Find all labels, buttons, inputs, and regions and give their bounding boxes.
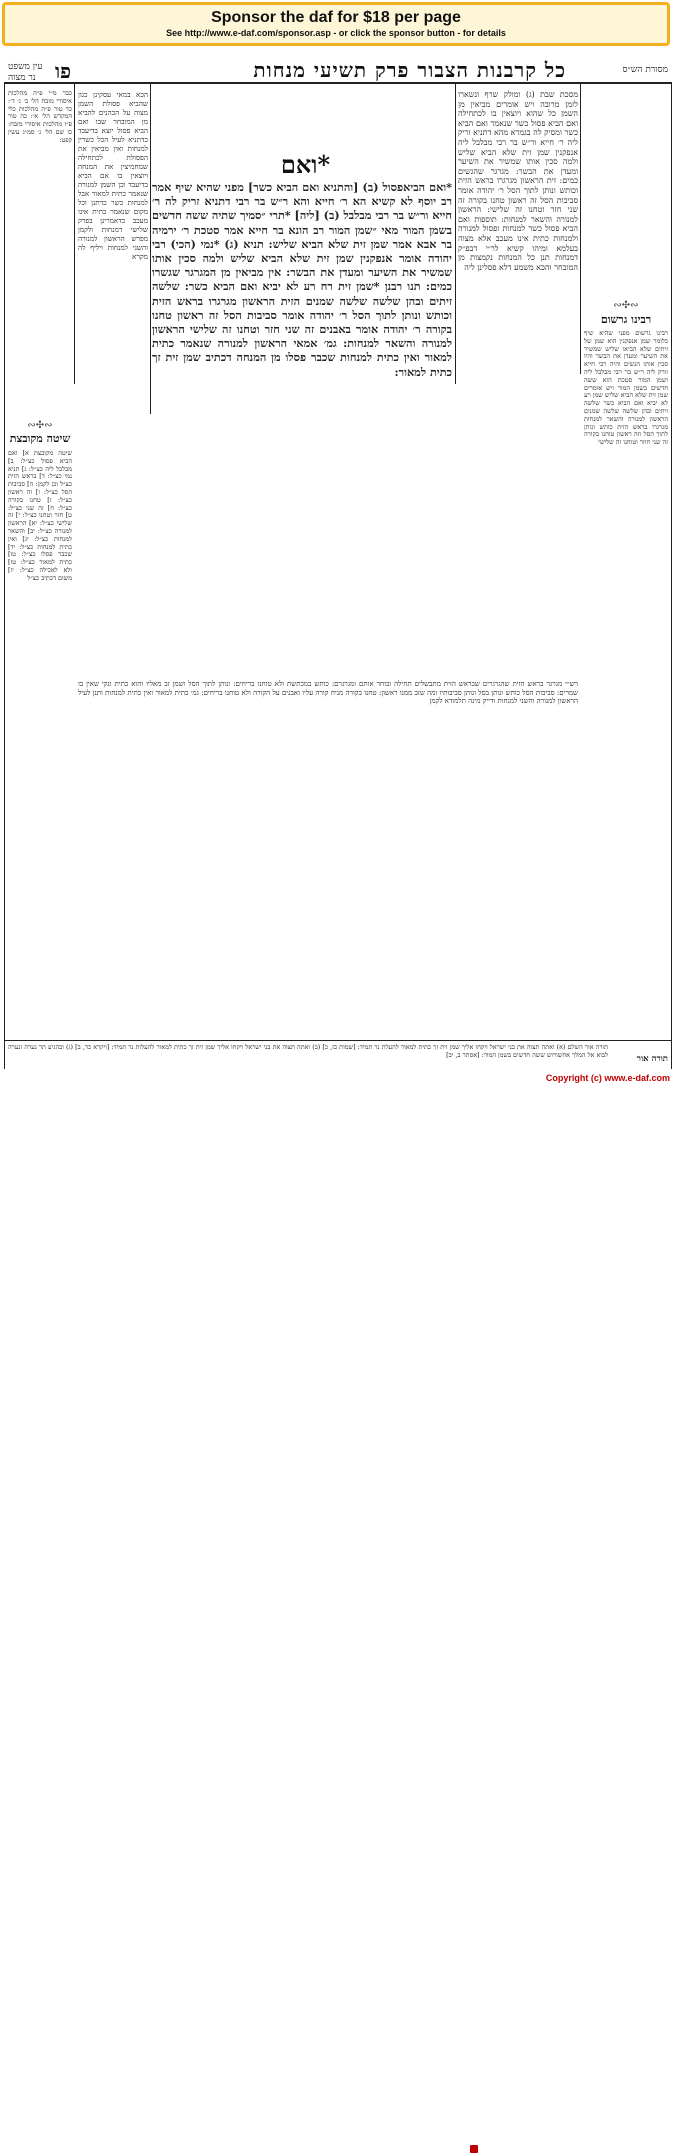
left-ornament: ∾✣∾	[27, 420, 53, 431]
right-margin-rule	[580, 84, 581, 374]
e-daf-logo-icon	[470, 2145, 478, 2153]
lower-commentary: רש״י מגרגר בראש הזית שהגרגרים שבראש הזית מתבשלים תחילה ובוחר אותם ומגרגרם: כותש במכתשת ולא טוחנו בריחים: ונותן לתוך הסל ושמן זב מאליו והוא כתית ונקי שאין בו שמרים: סביבות הסל כותש ונותן בסל ונותן סביבותיו ומה שזב ממנו ראשון: טחנו בקורה מניח קורה עליו ואבנים על הקורה ולא טוחנו בריחים: גמ׳ כתית למאור ואין כתית למנחות ותנן לעיל הראשון למנורה והשני למנחות ודייק מינה תלמודא לקמן	[78, 680, 578, 706]
masoret-hashas-header: מסורת הש״ס	[622, 65, 668, 75]
running-title: כל קרבנות הצבור פרק תשיעי מנחות	[253, 58, 566, 82]
left-margin-rule	[74, 84, 75, 384]
masoret-column	[584, 90, 668, 290]
footer	[0, 1070, 676, 1089]
ein-mishpat-header: עין משפט נר מצוה	[8, 62, 43, 83]
copyright-link[interactable]: Copyright (c) www.e-daf.com	[545, 1073, 670, 1083]
bottom-notes-rule	[4, 1040, 672, 1041]
tosafot-column: הכא במאי עסקינן כגון שהביא פסולת השמן מצוה על הכהנים להביא מן המובחר שבו ואם הביא פסול יוצא בדיעבד כדתניא לעיל הכל כשרין למנחות ואין מביאין את הפסולת לכתחילה שמחמיצין את המנחה ויוצאין בו אם הביא בדיעבד וכן השמן למנורה שנאמר כתית למאור אבל למנחות כשר כדתנן וכל מקום שנאמר כתית אינו מעכב כדאמרינן בפרק שלישי דמנחות ולקמן מפרש הראשון למנורה והשני למנחות ויליף לה מקרא	[78, 90, 148, 261]
rashi-column: מסכת שבת (ג) ומולק שרף ונשארו לזמן מרובה ויש אומרים מביאין מן השמן כל שהוא ויוצאין בו לכתחילה ואם הביא פסול כשר שנאמר ואם הביא כשר ומסיק לה בגמרא מהא דתניא זריק ליה ר׳ חייא ור״ש בר רבי מבלבל ליה אנפקנין שמן זית שלא הביא שליש ולמה סכין אותו שמשיר את השיער ומעדן את הבשר: מגרגר שהגשים כמים: זית הראשון מגרגרו בראש הזית וכותש ונותן לתוך הסל ר׳ יהודה אומר סביבות הסל זה ראשון טחנו בקורה זה שני חזר וטחנו זה שלישי: הראשון למנורה והשאר למנחות: תוספות ואם הביא פסול כשר למנחות ופסול למנורה ולמנחות כתית אינו מעכב אלא מצוה בעלמא ומיהו קשיא לר״י דבפ״ק דמנחות תנן כל המנחות נקמצות מן המובחר והכא משמע דלא פסלינן ליה	[458, 90, 578, 272]
outer-right-rule	[671, 84, 672, 1069]
gemara-text: *ואם הביאפסול (ב) [והתניא ואם הביא כשר] מפני שהיא שיף אמר רב יוסף לא קשיא הא ר׳ חייא והא ר״ש בר רבי דתניא זריק לה ר׳ חייא ור״ש בר רבי מבלבל (ב) [ליה] *תרי ״סמיך שתיה ששה חדשים בשמן המור מאי ״שמן המור רב הונא בר חייא אמר סטכת ר׳ ירמיה בר אבא אמר שמן זית שלא הביא שליש: תניא (ג) *נמי (הכי) רבי יהודה אומר אנפקנין שמן זית שלא הביא שליש ולמה סכין אותו שמשיר את השיער ומעדן את הבשר: אין מביאין מן המגרגר שגשרו כמים: תנו רבנן *שמן זית רח רע לא יביא ואם הביא כשר: שלשה זיתים ובהן שלשה שלשה שמנים הזית הראשון מגרגרו בראש הזית וכותש ונותן לתוך הסל ר׳ יהודה אומר סביבות הסל זה ראשון טחנו בקורה ר׳ יהודה אומר באבנים זה שני חזר וטחנו זה שלישי הראשון למנורה והשאר למנחות: גמ׳ אמאי הראשון למנורה שנאמר כתית למאור ואין כתית למנחות שכבר פסלו מן המנחה דכתיב שמן זית זך כתית למאור:	[152, 180, 452, 379]
ein-mishpat-column: כבר מ״י פ״ה מהלכות איסורי מזבח הל׳ ב׳ ג׳ ד׳: כד טור פ״ה מהלכות כלי המקדש הל׳ א׳: כה טור פ״ו מהלכות איסורי מזבח: כו שם הל׳ ג׳ סמ״ג עשין קפט:	[8, 90, 72, 144]
outer-left-rule	[4, 84, 5, 1069]
right-col-rule	[455, 84, 456, 384]
torah-or-footnotes: תורה אור השלם (א) ואתה תצוה את בני ישראל ויקחו אליך שמן זית זך כתית למאור להעלת נר תמיד: [שמות כז, כ] (ב) ואתה תצוה את בני ישראל ויקחו אליך שמן זית זך כתית למאור להעלות נר תמיד: [ויקרא כד, ב] (ג) ובהגיע תר נערה ונערה לבוא אל המלך אחשורוש ששה חדשים בשמן המור: [אסתר ב, יב]	[8, 1043, 608, 1059]
sponsor-subtitle[interactable]: See http://www.e-daf.com/sponsor.asp - or click the sponsor button - for details	[166, 28, 506, 38]
rabeinu-gershom-heading: רבינו גרשום	[600, 313, 652, 326]
sponsor-title: Sponsor the daf for $18 per page	[211, 9, 461, 26]
opening-word: *ואם	[280, 150, 330, 179]
shita-mekubetzet-column: שיטה מקובצת א] ואם הביא פסול כצ״ל: ב] מבלבל ליה כצ״ל: ג] תניא נמי כצ״ל: ד] בראש הזית כצ״ל וכן לקמן: ה] סביבות הסל כצ״ל: ו] זה ראשון כצ״ל: ז] טחנו בקורה כצ״ל: ח] זה שני כצ״ל: ט] חזר וטחנו כצ״ל: י] זה שלישי כצ״ל: יא] הראשון למנורה כצ״ל: יב] והשאר למנחות כצ״ל: יג] ואין כתית למנחות כצ״ל: יד] שכבר פסלו כצ״ל: טו] כתית למאור כצ״ל: טז] ולא לאכילה כצ״ל: יז] משום דכתיב כצ״ל	[8, 450, 72, 582]
shita-mekubetzet-heading: שיטה מקובצת	[9, 432, 71, 445]
rabeinu-gershom-column: רבינו גרשום מפני שהיא שיף כלומר שמן אנפקנין הוא שמן של זיתים שלא הביאו שליש שמשיר את השיער ומעדן את הבשר והיו סכין אותו הנשים והיה רבי חייא זורק ליה ר״ש בר רבי מבלבל ליה ושמן המור סטכת הוא ששה חדשים בשמן המור ויש אומרים שמן זית שלא הביא שליש שמן רע לא יביא ואם הביא כשר שלשה זיתים ובהן שלשה שלשה שמנים הראשון למנורה והשאר למנחות מגרגרו בראש הזית כותש ונותן לתוך הסל וזה ראשון טוחנו בקורה זה שני חוזר וטוחנו זה שלישי	[584, 330, 668, 447]
torah-or-label: תורה אור	[636, 1054, 668, 1064]
sponsor-banner[interactable]	[2, 2, 670, 46]
page-number: פו	[55, 59, 71, 83]
right-ornament: ∾✣∾	[613, 300, 639, 311]
page-header	[0, 58, 676, 84]
left-col-rule	[150, 84, 151, 414]
